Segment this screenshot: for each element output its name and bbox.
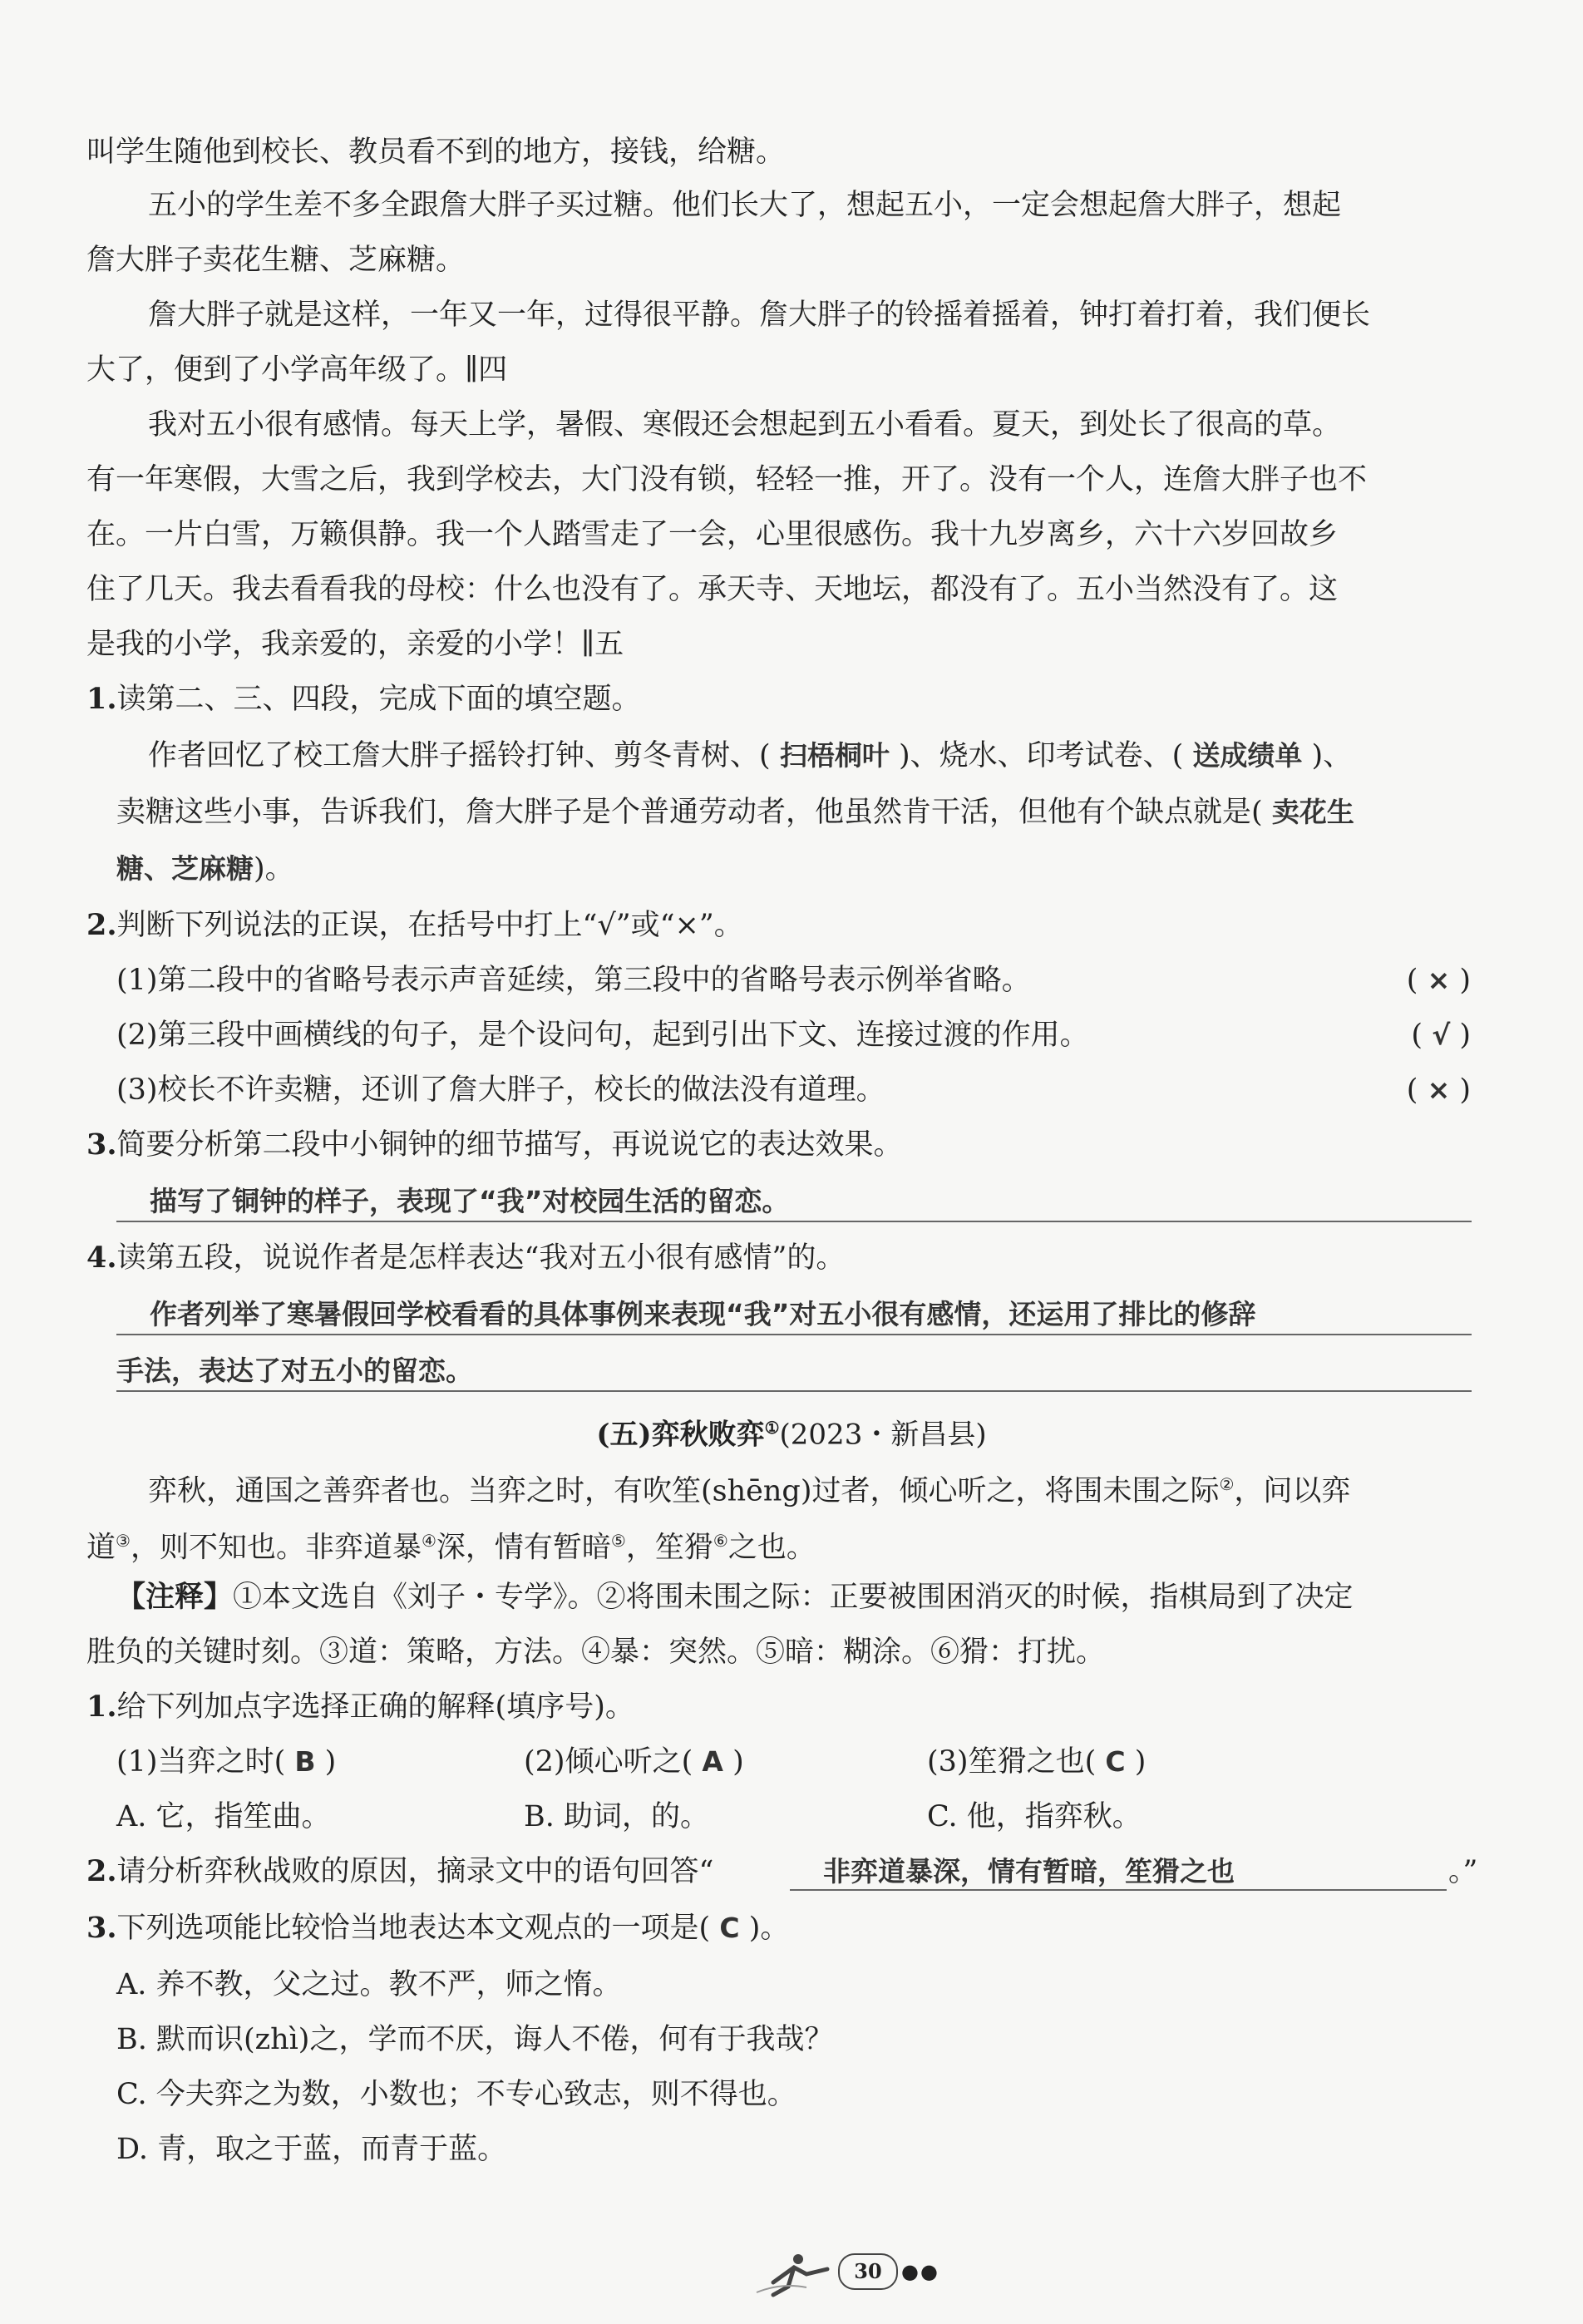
passage-line: 叫学生随他到校长、教员看不到的地方，接钱，给糖。: [86, 136, 786, 169]
choice-answer[interactable]: C: [1105, 1745, 1126, 1778]
paren: ): [1134, 1745, 1147, 1779]
section-title-text: (五)弈秋败弈: [596, 1418, 765, 1452]
question-1: [86, 672, 641, 727]
question-number: 3.: [86, 1911, 117, 1945]
classical-text-line: [148, 1457, 1350, 1519]
option: A. 它，指笙曲。: [116, 1800, 331, 1833]
answer-blank-1[interactable]: 扫梧桐叶: [779, 739, 890, 772]
question-stem: 简要分析第二段中小铜钟的细节描写，再说说它的表达效果。: [116, 1128, 903, 1162]
answer-underline: [116, 1221, 1472, 1222]
section-source: (2023・新昌县): [779, 1418, 987, 1452]
option: B. 助词，的。: [524, 1800, 709, 1833]
fill-text: 作者回忆了校工詹大胖子摇铃打钟、剪冬青树、(: [148, 739, 771, 772]
question-1-classical: [86, 1680, 634, 1734]
answer-blank-3[interactable]: 卖花生: [1271, 796, 1354, 828]
question-stem: 读第五段，说说作者是怎样表达“我对五小很有感情”的。: [116, 1241, 846, 1275]
page-number: 30: [838, 2253, 898, 2290]
answer-line[interactable]: 描写了铜钟的样子，表现了“我”对校园生活的留恋。: [150, 1185, 790, 1217]
passage-line: 有一年寒假，大雪之后，我到学校去，大门没有锁，轻轻一推，开了。没有一个人，连詹大胖子也不: [86, 463, 1368, 496]
judgement-answer: ×: [1427, 1073, 1451, 1106]
passage-line: 詹大胖子就是这样，一年又一年，过得很平静。詹大胖子的铃摇着摇着，钟打着打着，我们便长: [148, 299, 1371, 332]
fill-text: )、烧水、印考试卷、(: [898, 739, 1184, 772]
question-number: 4.: [86, 1241, 117, 1275]
choice-item-2: [524, 1734, 744, 1789]
answer-line[interactable]: 作者列举了寒暑假回学校看看的具体事例来表现“我”对五小很有感情，还运用了排比的修辞: [150, 1298, 1256, 1330]
question-3-classical: [86, 1901, 789, 1956]
question-stem: 下列选项能比较恰当地表达本文观点的一项是(: [116, 1912, 711, 1945]
question-2: [86, 898, 743, 953]
question-4: [86, 1231, 845, 1285]
question-stem: 判断下列说法的正误，在括号中打上“√”或“×”。: [116, 909, 743, 942]
question-stem: 请分析弈秋战败的原因，摘录文中的语句回答“: [116, 1855, 714, 1888]
question-stem: 给下列加点字选择正确的解释(填序号)。: [116, 1690, 634, 1724]
judgement-mark-3[interactable]: ( × ): [1406, 1073, 1471, 1107]
question-number: 3.: [86, 1127, 117, 1162]
fill-text: 卖糖这些小事，告诉我们，詹大胖子是个普通劳动者，他虽然肯干活，但他有个缺点就是(: [116, 796, 1263, 829]
text: 道: [86, 1531, 116, 1565]
text: 弈秋，通国之善弈者也。当弈之时，有吹笙(shēng)过者，倾心听之，将围未围之际: [148, 1474, 1220, 1508]
question-1-fill-line: [116, 785, 1354, 840]
judgement-item: (2)第三段中画横线的句子，是个设问句，起到引出下文、连接过渡的作用。: [116, 1019, 1089, 1052]
text: 深，情有暂暗: [436, 1531, 611, 1565]
section-title: [0, 1400, 1583, 1462]
option: B. 默而识(zhì)之，学而不厌，诲人不倦，何有于我哉？: [116, 2023, 834, 2056]
question-number: 2.: [86, 908, 117, 942]
passage-line: 大了，便到了小学高年级了。∥四: [86, 353, 508, 387]
answer-blank-2[interactable]: 送成绩单: [1192, 739, 1303, 772]
choice-answer[interactable]: A: [702, 1745, 723, 1778]
passage-line: 在。一片白雪，万籁俱静。我一个人踏雪走了一会，心里很感伤。我十九岁离乡，六十六岁回故乡: [86, 518, 1339, 551]
fill-text: )、: [1311, 739, 1353, 772]
question-number: 1.: [86, 682, 117, 716]
passage-line: 詹大胖子卖花生糖、芝麻糖。: [86, 244, 466, 277]
footnote-marker: ③: [116, 1531, 131, 1551]
option: A. 养不教，父之过。教不严，师之惰。: [116, 1968, 622, 2001]
answer-underline: [116, 1334, 1472, 1335]
answer-underline: [790, 1889, 1447, 1891]
question-3: [86, 1118, 903, 1172]
option: D. 青，取之于蓝，而青于蓝。: [116, 2133, 507, 2166]
paren: ): [324, 1745, 337, 1779]
answer-blank[interactable]: 非弈道暴深，情有暂暗，笙猾之也: [823, 1855, 1235, 1887]
footnote-marker: ④: [421, 1531, 436, 1551]
choice-text: (2)倾心听之(: [524, 1745, 693, 1779]
answer-underline: [116, 1390, 1472, 1392]
paren: )。: [748, 1912, 790, 1945]
text: 之也。: [727, 1531, 816, 1565]
footnote-marker: ⑤: [610, 1531, 626, 1551]
choice-item-3: [927, 1734, 1146, 1789]
footnote-marker: ②: [1219, 1474, 1235, 1494]
question-number: 2.: [86, 1854, 117, 1888]
paren: ): [732, 1745, 744, 1779]
choice-answer[interactable]: C: [719, 1912, 740, 1944]
passage-line: 五小的学生差不多全跟詹大胖子买过糖。他们长大了，想起五小，一定会想起詹大胖子，想起: [148, 189, 1342, 222]
footnote-marker: ⑥: [713, 1531, 728, 1551]
notes-line: [116, 1570, 1354, 1625]
option: C. 他，指弈秋。: [927, 1800, 1142, 1833]
choice-item-1: [116, 1734, 336, 1789]
judgement-item: (1)第二段中的省略号表示声音延续，第三段中的省略号表示例举省略。: [116, 964, 1031, 997]
text: ，则不知也。非弈道暴: [130, 1531, 422, 1565]
question-number: 1.: [86, 1690, 117, 1724]
running-figure-icon: [748, 2249, 840, 2299]
classical-text-line: [86, 1513, 816, 1576]
notes-line: 胜负的关键时刻。③道：策略，方法。④暴：突然。⑤暗：糊涂。⑥猾：打扰。: [86, 1636, 1106, 1669]
judgement-item: (3)校长不许卖糖，还训了詹大胖子，校长的做法没有道理。: [116, 1073, 885, 1107]
notes-label: 【注释】: [116, 1580, 234, 1614]
choice-text: (3)笙猾之也(: [927, 1745, 1097, 1779]
question-1-fill-line: [148, 728, 1352, 783]
footnote-marker: ①: [764, 1418, 780, 1438]
passage-line: 是我的小学，我亲爱的，亲爱的小学！∥五: [86, 628, 624, 661]
notes-text: ①本文选自《刘子・专学》。②将围未围之际：正要被围困消灭的时候，指棋局到了决定: [233, 1581, 1354, 1614]
judgement-answer: √: [1432, 1019, 1451, 1051]
quote-end: 。”: [1448, 1855, 1478, 1888]
fill-text: )。: [254, 852, 294, 886]
passage-line: 我对五小很有感情。每天上学，暑假、寒假还会想起到五小看看。夏天，到处长了很高的草。: [148, 408, 1342, 442]
passage-line: 住了几天。我去看看我的母校：什么也没有了。承天寺、天地坛，都没有了。五小当然没有了。这: [86, 573, 1339, 606]
choice-answer[interactable]: B: [294, 1745, 316, 1778]
question-stem: 读第二、三、四段，完成下面的填空题。: [116, 683, 641, 716]
judgement-mark-1[interactable]: ( × ): [1406, 964, 1471, 997]
text: ，笙猾: [625, 1531, 713, 1565]
page-dots: ●●: [901, 2260, 939, 2283]
answer-blank-3-cont[interactable]: 糖、芝麻糖: [116, 852, 254, 885]
text: ，问以弈: [1234, 1474, 1351, 1508]
choice-text: (1)当弈之时(: [116, 1745, 286, 1779]
question-2-classical: [86, 1844, 713, 1899]
judgement-mark-2[interactable]: ( √ ): [1411, 1019, 1471, 1052]
option: C. 今夫弈之为数，小数也；不专心致志，则不得也。: [116, 2078, 796, 2111]
judgement-answer: ×: [1427, 964, 1451, 996]
question-1-fill-line: [116, 841, 294, 896]
answer-line[interactable]: 手法，表达了对五小的留恋。: [116, 1354, 473, 1387]
